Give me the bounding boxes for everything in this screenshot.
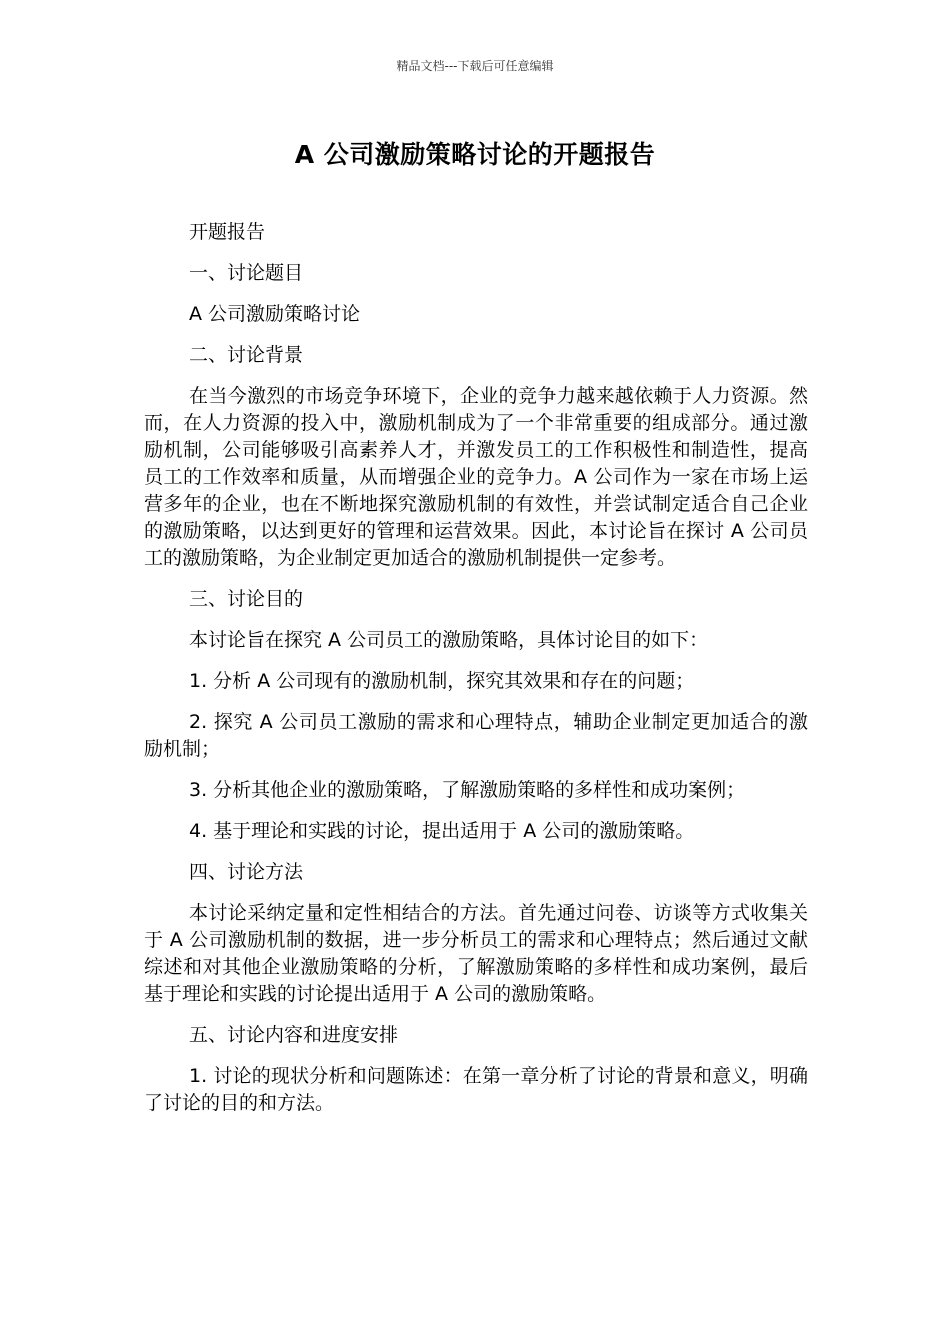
section-heading-content-schedule: 五、讨论内容和进度安排 bbox=[189, 1024, 399, 1046]
list-item-purpose-4: 4. 基于理论和实践的讨论，提出适用于 A 公司的激励策略。 bbox=[189, 820, 695, 842]
list-item-content-1: 1. 讨论的现状分析和问题陈述：在第一章分析了讨论的背景和意义，明确了讨论的目的和方法。 bbox=[144, 1065, 808, 1114]
list-item-purpose-1: 1. 分析 A 公司现有的激励机制，探究其效果和存在的问题； bbox=[189, 670, 695, 692]
page-header: 精品文档---下载后可任意编辑 bbox=[396, 59, 554, 73]
list-item-purpose-3: 3. 分析其他企业的激励策略，了解激励策略的多样性和成功案例； bbox=[189, 779, 746, 801]
list-item-purpose-2: 2. 探究 A 公司员工激励的需求和心理特点，辅助企业制定更加适合的激励机制； bbox=[144, 711, 808, 760]
paragraph-purpose-intro: 本讨论旨在探究 A 公司员工的激励策略，具体讨论目的如下： bbox=[189, 629, 709, 651]
paragraph-topic: A 公司激励策略讨论 bbox=[189, 303, 361, 325]
paragraph-background: 在当今激烈的市场竞争环境下，企业的竞争力越来越依赖于人力资源。然而，在人力资源的投入中，激励机制成为了一个非常重要的组成部分。通过激励机制，公司能够吸引高素养人才，并激发员工的工作积极性和制造性，提高员工的工作效率和质量，从而增强企业的竞争力。A 公司作为一家在市场上运营多年的企业，也在不断地探究激励机制的有效性，并尝试制定适合自己企业的激励策略，以达到更好的管理和运营效果。因此，本讨论旨在探讨 A 公司员工的激励策略，为企业制定更加适合的激励机制提供一定参考。 bbox=[144, 385, 808, 569]
document-title: A 公司激励策略讨论的开题报告 bbox=[294, 140, 656, 169]
section-heading-background: 二、讨论背景 bbox=[189, 344, 304, 366]
section-heading-method: 四、讨论方法 bbox=[189, 861, 304, 883]
document-body bbox=[144, 219, 808, 1131]
paragraph-method: 本讨论采纳定量和定性相结合的方法。首先通过问卷、访谈等方式收集关于 A 公司激励机制的数据，进一步分析员工的需求和心理特点；然后通过文献综述和对其他企业激励策略的分析，了解激励策略的多样性和成功案例，最后基于理论和实践的讨论提出适用于 A 公司的激励策略。 bbox=[144, 902, 808, 1005]
section-heading-topic: 一、讨论题目 bbox=[189, 262, 304, 284]
paragraph-report-label: 开题报告 bbox=[189, 221, 266, 243]
section-heading-purpose: 三、讨论目的 bbox=[189, 588, 304, 610]
